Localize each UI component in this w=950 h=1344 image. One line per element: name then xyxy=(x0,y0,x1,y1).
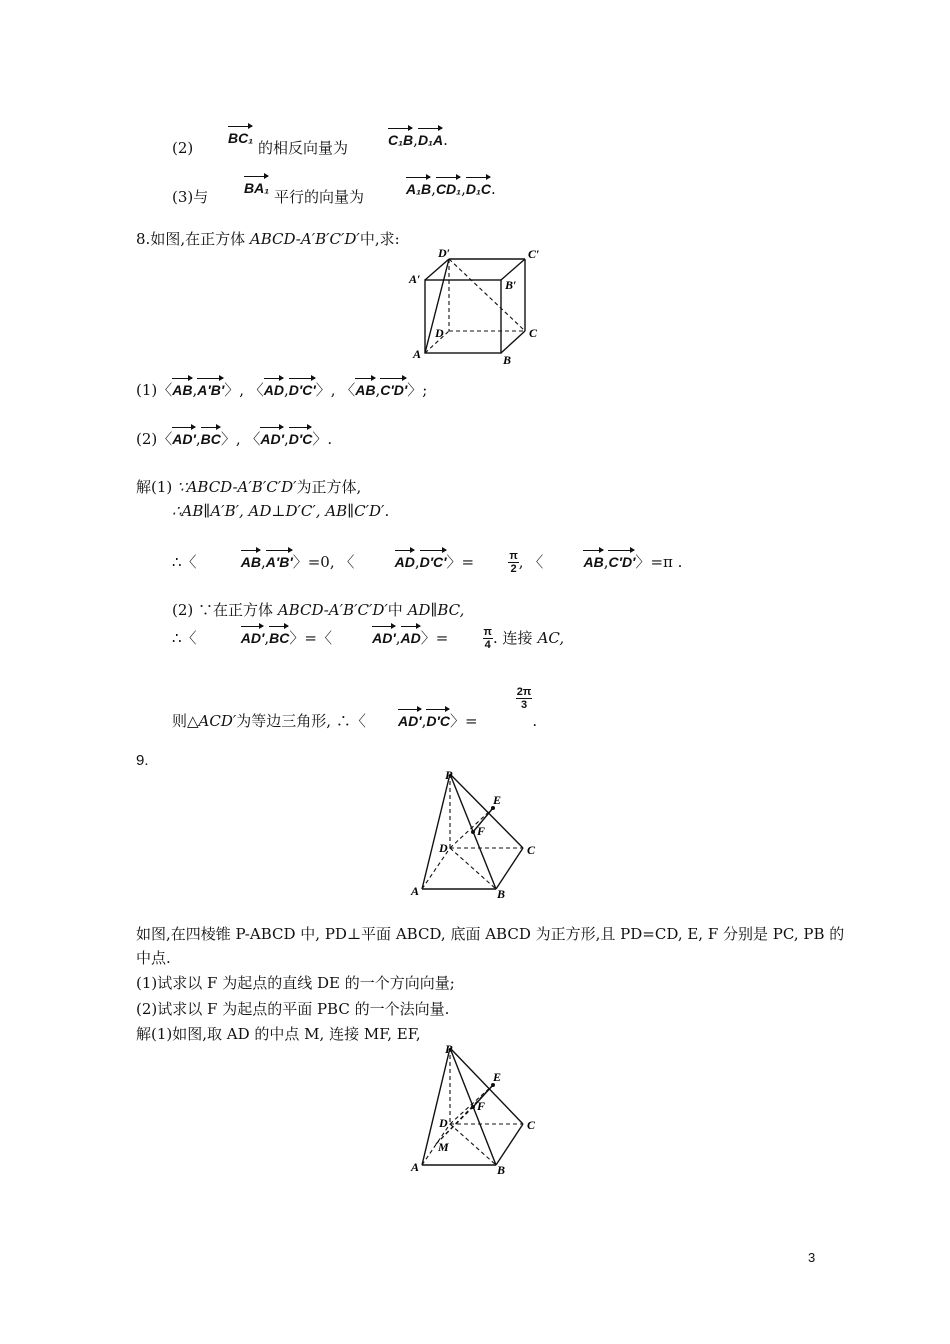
svg-text:M: M xyxy=(438,1140,449,1154)
cube-figure xyxy=(405,245,555,370)
page-number: 3 xyxy=(808,1250,816,1265)
q8-solution-line2: ∴AB∥A′B′, AD⊥D′C′, AB∥C′D′. xyxy=(172,502,390,520)
frac-2pi-3: $\frac{2\pi}{3}$ xyxy=(516,686,532,711)
svg-text:D: D xyxy=(439,1116,448,1130)
q7-part2-vector: BC₁ xyxy=(228,124,253,147)
pyramid-figure-1 xyxy=(405,766,545,906)
q8-part1: (1)〈AB,A′B′〉, 〈AD,D′C′〉, 〈AB,C′D′〉; xyxy=(136,376,427,399)
svg-text:C: C xyxy=(527,843,536,857)
cube-label-A: A xyxy=(413,347,422,361)
svg-text:E: E xyxy=(493,1070,502,1084)
q9-stem-line1: 如图,在四棱锥 P-ABCD 中, PD⊥平面 ABCD, 底面 ABCD 为正方形,且 PD=CD, E, F 分别是 PC, PB 的 xyxy=(136,925,845,943)
q7-part2-label: (2) xyxy=(172,139,194,157)
frac-pi-4: $\frac{\pi}{4}$ xyxy=(483,626,492,651)
q7-part2-text: 的相反向量为 xyxy=(258,139,349,157)
q7-part3-label: (3)与 xyxy=(172,188,209,206)
q9-question1: (1)试求以 F 为起点的直线 DE 的一个方向向量; xyxy=(136,974,455,992)
q8-stem: 8.如图,在正方体 ABCD-A′B′C′D′中,求: xyxy=(136,230,400,248)
svg-text:A: A xyxy=(411,1160,420,1174)
frac-pi-2: $\frac{\pi}{2}$ xyxy=(509,550,518,575)
svg-text:P: P xyxy=(445,768,453,782)
cube-label-Cp: C′ xyxy=(528,247,540,261)
pyramid-figure-2 xyxy=(405,1040,545,1180)
q9-stem-line2: 中点. xyxy=(136,949,171,967)
svg-text:F: F xyxy=(477,824,486,838)
cube-label-D: D xyxy=(435,326,444,340)
q7-part2-answer: C₁B,D₁A. xyxy=(388,126,448,149)
cube-label-B: B xyxy=(503,353,512,367)
q8-solution-line3: ∴〈 AB,A′B′〉=0, 〈 AD,D′C′〉= $\frac{\pi}{2}$ , 〈 AB,C′D′〉=π . xyxy=(172,550,683,575)
cube-label-Ap: A′ xyxy=(409,272,421,286)
cube-label-Bp: B′ xyxy=(505,278,517,292)
q7-part3-answer: A₁B,CD₁,D₁C. xyxy=(406,175,496,198)
q8-solution-line5: ∴〈 AD′,BC〉=〈 AD′,AD〉= $\frac{\pi}{4}$ . 连接 AC, xyxy=(172,626,565,651)
q7-part3-vector: BA₁ xyxy=(244,174,269,197)
q7-part3-text: 平行的向量为 xyxy=(274,188,365,206)
q8-solution-line1: 解(1) ∵ABCD-A′B′C′D′为正方体, xyxy=(136,478,362,496)
svg-text:E: E xyxy=(493,793,502,807)
q8-solution-line6: 则△ACD′为等边三角形, ∴〈 AD′,D′C〉= $\frac{2\pi}{3}$ . xyxy=(172,686,538,730)
cube-label-Dp: D′ xyxy=(438,246,451,260)
svg-text:D: D xyxy=(439,841,448,855)
q8-part2: (2)〈AD′,BC〉, 〈AD′,D′C〉. xyxy=(136,425,332,448)
q9-solution1: 解(1)如图,取 AD 的中点 M, 连接 MF, EF, xyxy=(136,1025,421,1043)
svg-text:B: B xyxy=(497,887,506,901)
svg-text:B: B xyxy=(497,1163,506,1177)
q9-number: 9. xyxy=(136,752,149,769)
q9-question2: (2)试求以 F 为起点的平面 PBC 的一个法向量. xyxy=(136,1000,450,1018)
svg-text:P: P xyxy=(445,1042,453,1056)
q8-solution-line4: (2) ∵在正方体 ABCD-A′B′C′D′中 AD∥BC, xyxy=(172,601,465,619)
svg-text:A: A xyxy=(411,884,420,898)
svg-text:F: F xyxy=(477,1099,486,1113)
svg-text:C: C xyxy=(527,1118,536,1132)
cube-label-C: C xyxy=(529,326,538,340)
